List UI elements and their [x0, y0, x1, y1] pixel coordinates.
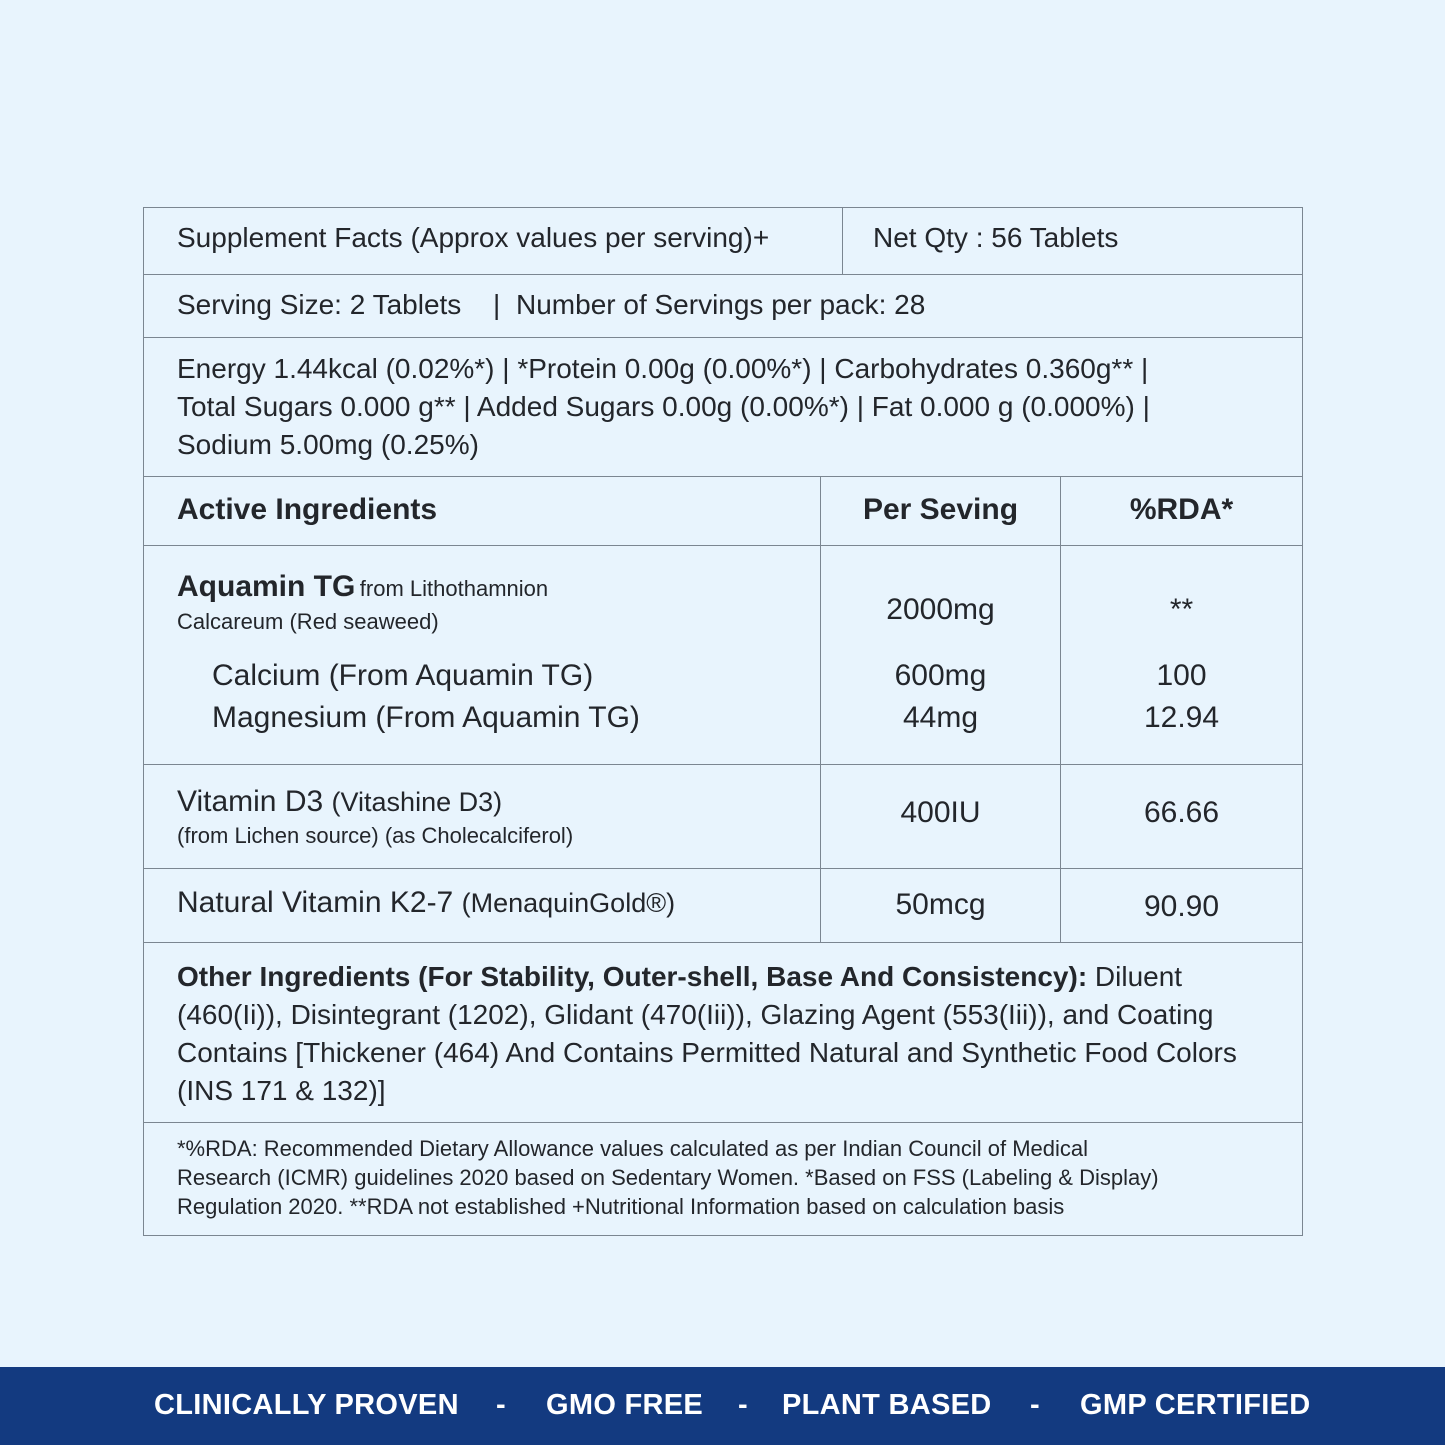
vitamin-k2-name-line	[177, 886, 675, 920]
header-active-ingredients: Active Ingredients	[177, 493, 438, 526]
vitamin-d3-name-line	[177, 785, 502, 819]
calcium-name: Calcium (From Aquamin TG)	[212, 659, 594, 692]
nutrition-row	[144, 338, 1302, 477]
vitamin-d3-rda-cell	[1060, 765, 1302, 868]
facts-header-row	[144, 208, 1302, 275]
claim-gmp-certified: GMP CERTIFIED	[1080, 1389, 1311, 1421]
vitamin-k2-brand: (MenaquinGold®)	[461, 888, 676, 918]
aquamin-rda-cell	[1060, 546, 1302, 764]
footnote-line-3: Regulation 2020. **RDA not established +Nutritional Information based on calculation basis	[177, 1194, 1065, 1219]
vitamin-k2-rda: 90.90	[1143, 890, 1220, 923]
aquamin-name-cell	[144, 546, 820, 764]
magnesium-per-serving: 44mg	[902, 701, 979, 734]
ingredients-header-row	[144, 477, 1302, 546]
footnote-row	[144, 1123, 1302, 1235]
claims-banner	[0, 1367, 1445, 1445]
other-ingredients-text	[177, 958, 1278, 1110]
footnote-line-1: *%RDA: Recommended Dietary Allowance values calculated as per Indian Council of Medical	[177, 1136, 1089, 1161]
nutrition-line-3: Sodium 5.00mg (0.25%)	[177, 429, 479, 460]
claim-clinically-proven: CLINICALLY PROVEN	[154, 1389, 459, 1421]
aquamin-per-serving: 2000mg	[886, 593, 995, 626]
header-per-serving: Per Seving	[862, 493, 1019, 526]
serving-size: Serving Size: 2 Tablets	[177, 289, 462, 320]
claim-gmo-free: GMO FREE	[546, 1389, 704, 1421]
header-per-serving-cell	[820, 477, 1060, 545]
banner-separator: -	[738, 1389, 748, 1421]
vitamin-d3-per-serving: 400IU	[900, 796, 981, 829]
net-qty-cell	[842, 208, 1302, 274]
vitamin-k2-per-serving-cell	[820, 869, 1060, 942]
vitamin-d3-rda: 66.66	[1143, 796, 1220, 829]
nutrition-line-2: Total Sugars 0.000 g** | Added Sugars 0.00g (0.00%*) | Fat 0.000 g (0.000%) |	[177, 391, 1150, 422]
magnesium-name: Magnesium (From Aquamin TG)	[212, 701, 640, 734]
aquamin-name-line	[177, 570, 548, 604]
aquamin-row	[144, 546, 1302, 765]
supplement-facts-table	[143, 207, 1303, 1236]
header-rda-cell	[1060, 477, 1302, 545]
net-qty: Net Qty : 56 Tablets	[873, 222, 1119, 253]
aquamin-source-1: from Lithothamnion	[359, 576, 549, 601]
vitamin-k2-rda-cell	[1060, 869, 1302, 942]
banner-separator: -	[1030, 1389, 1040, 1421]
claim-plant-based: PLANT BASED	[782, 1389, 992, 1421]
vitamin-d3-row	[144, 765, 1302, 869]
other-ingredients-row	[144, 943, 1302, 1123]
aquamin-source-2: Calcareum (Red seaweed)	[177, 609, 439, 634]
vitamin-d3-brand: (Vitashine D3)	[331, 787, 503, 817]
vitamin-k2-name-cell	[144, 869, 820, 942]
vitamin-d3-per-serving-cell	[820, 765, 1060, 868]
footnote-line-2: Research (ICMR) guidelines 2020 based on Sedentary Women. *Based on FSS (Labeling & Display)	[177, 1165, 1159, 1190]
vitamin-k2-row	[144, 869, 1302, 943]
magnesium-rda: 12.94	[1143, 701, 1220, 734]
calcium-rda: 100	[1156, 659, 1207, 692]
banner-separator: -	[496, 1389, 506, 1421]
calcium-per-serving: 600mg	[894, 659, 987, 692]
serving-row	[144, 275, 1302, 338]
facts-title: Supplement Facts (Approx values per serving)+	[177, 222, 770, 253]
aquamin-name: Aquamin TG	[177, 570, 356, 603]
vitamin-k2-per-serving: 50mcg	[895, 888, 986, 921]
vitamin-d3-source: (from Lichen source) (as Cholecalciferol)	[177, 823, 574, 848]
header-ingredients-cell	[144, 477, 820, 545]
vitamin-d3-name-cell	[144, 765, 820, 868]
other-ingredients-label: Other Ingredients (For Stability, Outer-shell, Base And Consistency):	[177, 961, 1088, 992]
vitamin-k2-name: Natural Vitamin K2-7	[177, 886, 454, 919]
serving-separator: |	[493, 289, 501, 320]
other-ingredients-list: Diluent (460(Ii)), Disintegrant (1202), Glidant (470(Iii)), Glazing Agent (553(Iii)), and Coating Contains [Thickener (464) And Contains Permitted Natural and Synthetic Food Colors (INS 171 & 132)]	[177, 961, 1237, 1106]
nutrition-line-1: Energy 1.44kcal (0.02%*) | *Protein 0.00g (0.00%*) | Carbohydrates 0.360g** |	[177, 353, 1149, 384]
aquamin-rda: **	[1169, 593, 1194, 626]
header-rda: %RDA*	[1129, 493, 1234, 526]
vitamin-d3-name: Vitamin D3	[177, 785, 324, 818]
servings-per-pack: Number of Servings per pack: 28	[516, 289, 926, 320]
facts-title-cell	[144, 208, 842, 274]
aquamin-per-serving-cell	[820, 546, 1060, 764]
